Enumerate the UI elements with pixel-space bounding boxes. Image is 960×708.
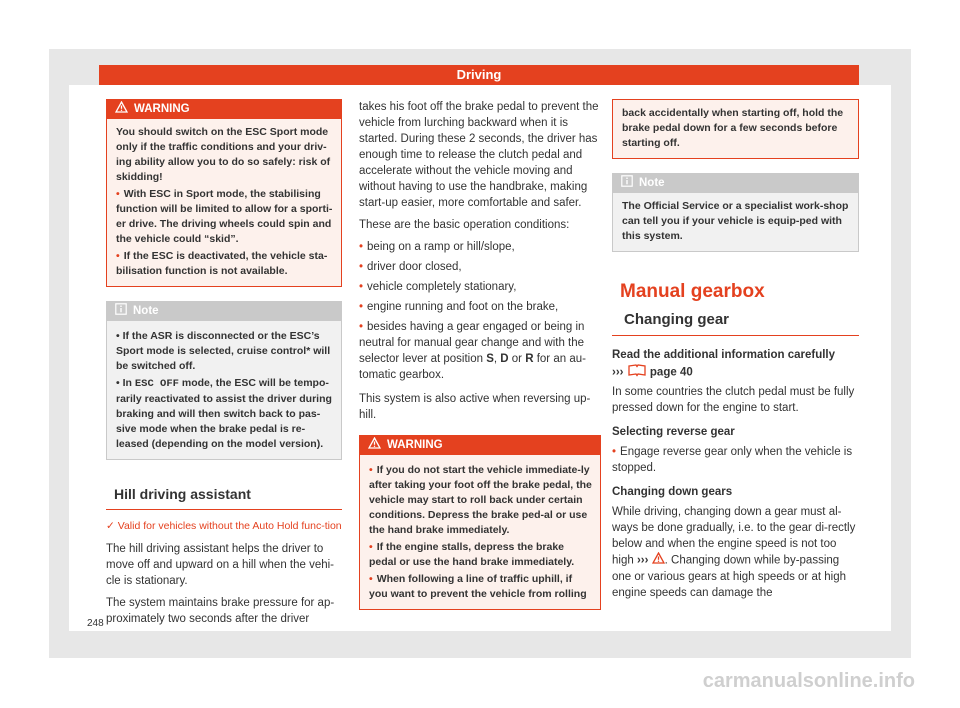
column-left bbox=[106, 99, 342, 627]
warning-item: • If you do not start the vehicle immediate-ly after taking your foot off the brake pedal, the vehicle may start to roll back under certain conditions. Depress the brake ped-al or use the hand brake immediately. bbox=[369, 464, 592, 536]
warning-continued-text: back accidentally when starting off, hold the brake pedal down for a few seconds before starting off. bbox=[622, 107, 844, 149]
list-item: • Engage reverse gear only when the vehicle is stopped. bbox=[612, 446, 853, 474]
warning-title: WARNING bbox=[134, 103, 190, 115]
book-icon bbox=[627, 363, 647, 382]
paragraph: While driving, changing down a gear must al-ways be done gradually, i.e. to the gear di-rectly below and when the engine speed is not too high ››› . Changing down while by-passing one or various gears at high speeds or at high engine speeds can damage the bbox=[612, 506, 856, 599]
warning-triangle-icon bbox=[115, 101, 128, 118]
warning-box-esc bbox=[106, 99, 342, 287]
paragraph: These are the basic operation conditions: bbox=[359, 219, 570, 231]
subheading-reverse: Selecting reverse gear bbox=[612, 426, 735, 438]
column-middle bbox=[359, 99, 601, 610]
chapter-header: Driving bbox=[99, 65, 859, 85]
note-item: • In ESC OFF mode, the ESC will be tempo-rarily reactivated to assist the driver during braking and will then switch back to pas-sive mode when the brake pedal is re-leased (depending on the model version). bbox=[116, 377, 332, 450]
info-icon bbox=[115, 303, 127, 320]
paragraph: In some countries the clutch pedal must be fully pressed down for the engine to start. bbox=[612, 386, 855, 414]
validity-note: ✓ Valid for vehicles without the Auto Hold func-tion bbox=[106, 520, 342, 532]
column-right bbox=[612, 99, 859, 601]
warning-item: • If the engine stalls, depress the brake pedal or use the hand brake immediately. bbox=[369, 541, 575, 568]
list-item: • being on a ramp or hill/slope, bbox=[359, 241, 515, 253]
paragraph: The hill driving assistant helps the driver to move off and upward on a hill when the vehi-cle is stationary. bbox=[106, 543, 335, 587]
esc-off-code: ESC OFF bbox=[134, 378, 179, 390]
page-number: 248 bbox=[87, 618, 104, 629]
warning-box-header bbox=[360, 436, 600, 455]
warning-triangle-icon bbox=[368, 437, 381, 454]
warning-intro: You should switch on the ESC Sport mode only if the traffic conditions and your driv-ing ability allow you to do so safely: risk of skidding! bbox=[116, 126, 331, 183]
paragraph: This system is also active when reversing up-hill. bbox=[359, 393, 591, 421]
note-box-header bbox=[613, 174, 858, 193]
warning-title: WARNING bbox=[387, 439, 443, 451]
note-item: • If the ASR is disconnected or the ESC’s Sport mode is selected, cruise control* will be switched off. bbox=[116, 330, 331, 372]
paragraph: The system maintains brake pressure for ap-proximately two seconds after the driver bbox=[106, 597, 335, 625]
list-item: • engine running and foot on the brake, bbox=[359, 301, 559, 313]
note-box-asr bbox=[106, 301, 342, 460]
conditions-list bbox=[359, 239, 601, 383]
hill-assistant-section bbox=[106, 486, 342, 627]
list-item: • vehicle completely stationary, bbox=[359, 281, 517, 293]
list-item: • besides having a gear engaged or being in neutral for manual gear change and with the selector lever at position S, D or R for an au-tomatic gearbox. bbox=[359, 321, 586, 381]
note-title: Note bbox=[639, 177, 665, 189]
warning-box-header bbox=[107, 100, 341, 119]
section-heading-hill: Hill driving assistant bbox=[106, 486, 342, 510]
note-title: Note bbox=[133, 305, 159, 317]
subsection-title-changing-gear: Changing gear bbox=[612, 312, 859, 336]
read-more-line: Read the additional information carefully ››› page 40 bbox=[612, 347, 859, 382]
note-box-service bbox=[612, 173, 859, 252]
list-item: • driver door closed, bbox=[359, 261, 462, 273]
warning-box-continued bbox=[612, 99, 859, 159]
warning-triangle-icon bbox=[652, 552, 665, 569]
section-title-manual-gearbox: Manual gearbox bbox=[620, 281, 765, 302]
note-box-header bbox=[107, 302, 341, 321]
warning-item: • If the ESC is deactivated, the vehicle sta-bilisation function is not available. bbox=[116, 250, 328, 277]
warning-item: • With ESC in Sport mode, the stabilising function will be limited to allow for a sporti-er drive. The driving wheels could spin and the vehicle could “skid”. bbox=[116, 188, 333, 245]
subheading-down-gears: Changing down gears bbox=[612, 486, 733, 498]
warning-box-hill bbox=[359, 435, 601, 610]
watermark: carmanualsonline.info bbox=[702, 670, 915, 692]
check-icon: ✓ bbox=[106, 520, 118, 532]
note-text: The Official Service or a specialist work-shop can tell you if your vehicle is equip-ped with this system. bbox=[622, 200, 849, 242]
info-icon bbox=[621, 175, 633, 192]
paragraph: takes his foot off the brake pedal to prevent the vehicle from lurching backward when it is started. During these 2 seconds, the driver has enough time to release the clutch pedal and accelerate without the vehicle moving and without having to use the handbrake, making start-up easier, more comfortable and safer. bbox=[359, 101, 599, 209]
page-reference-link[interactable]: page 40 bbox=[649, 366, 693, 379]
warning-item: • When following a line of traffic uphill, if you want to prevent the vehicle from rolling bbox=[369, 573, 587, 600]
